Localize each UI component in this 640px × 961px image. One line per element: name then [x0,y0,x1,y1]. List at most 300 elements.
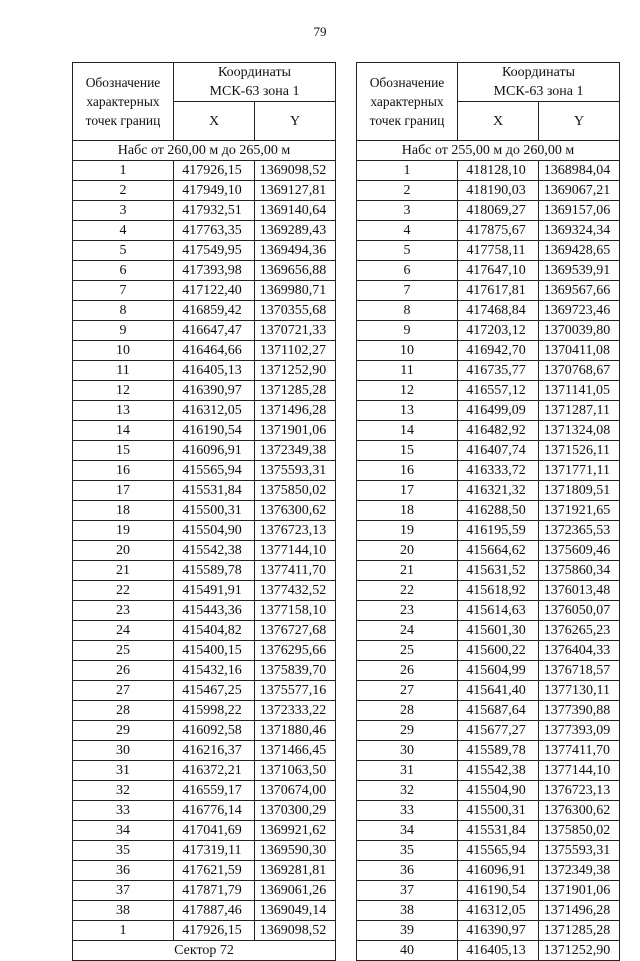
x-coordinate: 416216,37 [174,741,255,761]
y-coordinate: 1369656,88 [255,261,336,281]
x-coordinate: 416092,58 [174,721,255,741]
point-number: 25 [73,641,174,661]
y-coordinate: 1372333,22 [255,701,336,721]
y-coordinate: 1371466,45 [255,741,336,761]
x-coordinate: 415565,94 [174,461,255,481]
table-row [357,361,620,381]
x-coordinate: 415998,22 [174,701,255,721]
table-row [73,481,336,501]
y-coordinate: 1376295,66 [255,641,336,661]
point-number: 16 [357,461,458,481]
point-number: 7 [73,281,174,301]
table-row [73,661,336,681]
y-coordinate: 1369098,52 [255,161,336,181]
point-number: 2 [73,181,174,201]
x-coordinate: 415491,91 [174,581,255,601]
point-number: 1 [357,161,458,181]
point-number: 11 [357,361,458,381]
x-coordinate: 416390,97 [174,381,255,401]
point-number: 36 [73,861,174,881]
table-row [73,461,336,481]
point-number: 27 [357,681,458,701]
x-coordinate: 416096,91 [174,441,255,461]
table-row [73,521,336,541]
table-row [73,741,336,761]
x-column-header: X [458,102,539,141]
y-coordinate: 1372349,38 [539,861,620,881]
y-coordinate: 1371141,05 [539,381,620,401]
y-coordinate: 1369921,62 [255,821,336,841]
x-coordinate: 415601,30 [458,621,539,641]
y-coordinate: 1369281,81 [255,861,336,881]
y-coordinate: 1369539,91 [539,261,620,281]
y-coordinate: 1375850,02 [539,821,620,841]
x-coordinate: 416559,17 [174,781,255,801]
y-coordinate: 1376404,33 [539,641,620,661]
y-coordinate: 1371901,06 [255,421,336,441]
y-coordinate: 1376723,13 [255,521,336,541]
table-row [73,601,336,621]
y-coordinate: 1370300,29 [255,801,336,821]
table-row [73,501,336,521]
table-row [73,681,336,701]
table-row [357,881,620,901]
y-coordinate: 1371496,28 [539,901,620,921]
header-label-line: характерных [86,94,160,109]
x-coordinate: 417949,10 [174,181,255,201]
y-coordinate: 1371324,08 [539,421,620,441]
y-coordinate: 1370768,67 [539,361,620,381]
point-number: 23 [357,601,458,621]
point-number: 8 [73,301,174,321]
y-coordinate: 1369567,66 [539,281,620,301]
y-coordinate: 1375609,46 [539,541,620,561]
table-row [73,241,336,261]
points-label-header [73,63,174,141]
table-row [73,721,336,741]
y-coordinate: 1376718,57 [539,661,620,681]
y-coordinate: 1371285,28 [539,921,620,941]
coords-title-line: Координаты [218,65,291,80]
x-coordinate: 415531,84 [174,481,255,501]
table-row [357,761,620,781]
section-row [73,941,336,961]
x-coordinate: 415677,27 [458,721,539,741]
table-row [73,421,336,441]
point-number: 26 [73,661,174,681]
point-number: 37 [357,881,458,901]
point-number: 12 [357,381,458,401]
y-coordinate: 1377158,10 [255,601,336,621]
point-number: 16 [73,461,174,481]
x-coordinate: 417887,46 [174,901,255,921]
x-coordinate: 416942,70 [458,341,539,361]
x-coordinate: 416190,54 [174,421,255,441]
x-coordinate: 418128,10 [458,161,539,181]
y-coordinate: 1371252,90 [255,361,336,381]
y-coordinate: 1369098,52 [255,921,336,941]
table-row [73,781,336,801]
points-label-header [357,63,458,141]
table-row [73,221,336,241]
point-number: 3 [357,201,458,221]
point-number: 38 [357,901,458,921]
section-title: Набс от 260,00 м до 265,00 м [73,141,336,161]
table-row [357,721,620,741]
point-number: 21 [73,561,174,581]
y-coordinate: 1369980,71 [255,281,336,301]
table-row [357,401,620,421]
y-coordinate: 1377130,11 [539,681,620,701]
page-number: 79 [313,24,327,39]
table-row [357,741,620,761]
point-number: 5 [73,241,174,261]
header-label-line: Обозначение [369,75,445,90]
table-row [357,161,620,181]
point-number: 30 [73,741,174,761]
y-coordinate: 1376013,48 [539,581,620,601]
x-coordinate: 415641,40 [458,681,539,701]
coords-title-line: МСК-63 зона 1 [493,84,584,99]
table-row [357,621,620,641]
x-coordinate: 416776,14 [174,801,255,821]
point-number: 15 [73,441,174,461]
x-coordinate: 415504,90 [458,781,539,801]
table-row [357,681,620,701]
table-row [357,641,620,661]
x-coordinate: 417621,59 [174,861,255,881]
point-number: 2 [357,181,458,201]
point-number: 10 [73,341,174,361]
coords-title-line: МСК-63 зона 1 [209,84,300,99]
table-row [357,341,620,361]
x-coordinate: 417871,79 [174,881,255,901]
y-coordinate: 1371880,46 [255,721,336,741]
table-row [73,361,336,381]
table-row [73,541,336,561]
point-number: 3 [73,201,174,221]
table-row [357,281,620,301]
point-number: 25 [357,641,458,661]
x-coordinate: 417468,84 [458,301,539,321]
table-row [357,381,620,401]
table-row [73,841,336,861]
table-row [73,321,336,341]
x-coordinate: 417758,11 [458,241,539,261]
point-number: 14 [73,421,174,441]
point-number: 12 [73,381,174,401]
y-coordinate: 1369428,65 [539,241,620,261]
y-coordinate: 1369494,36 [255,241,336,261]
point-number: 1 [73,161,174,181]
x-coordinate: 416333,72 [458,461,539,481]
y-coordinate: 1370039,80 [539,321,620,341]
x-coordinate: 417041,69 [174,821,255,841]
x-coordinate: 417549,95 [174,241,255,261]
x-coordinate: 415531,84 [458,821,539,841]
table-row [357,481,620,501]
y-coordinate: 1371901,06 [539,881,620,901]
point-number: 1 [73,921,174,941]
y-coordinate: 1377144,10 [255,541,336,561]
x-coordinate: 415443,36 [174,601,255,621]
table-row [73,441,336,461]
point-number: 29 [73,721,174,741]
point-number: 11 [73,361,174,381]
y-coordinate: 1370721,33 [255,321,336,341]
table-row [73,301,336,321]
point-number: 39 [357,921,458,941]
point-number: 38 [73,901,174,921]
table-row [357,661,620,681]
x-coordinate: 415687,64 [458,701,539,721]
point-number: 34 [357,821,458,841]
x-coordinate: 415614,63 [458,601,539,621]
point-number: 13 [357,401,458,421]
point-number: 30 [357,741,458,761]
x-coordinate: 416312,05 [174,401,255,421]
point-number: 17 [73,481,174,501]
header-label-line: точек границ [369,113,445,128]
x-coordinate: 416405,13 [458,941,539,961]
y-coordinate: 1368984,04 [539,161,620,181]
x-coordinate: 416407,74 [458,441,539,461]
y-column-header: Y [255,102,336,141]
point-number: 20 [73,541,174,561]
y-coordinate: 1369049,14 [255,901,336,921]
x-coordinate: 415604,99 [458,661,539,681]
point-number: 10 [357,341,458,361]
table-row [73,581,336,601]
table-row [357,441,620,461]
coordinates-table-right [356,62,620,961]
x-coordinate: 416647,47 [174,321,255,341]
x-coordinate: 416735,77 [458,361,539,381]
x-coordinate: 416859,42 [174,301,255,321]
x-coordinate: 415432,16 [174,661,255,681]
next-section-title: Сектор 72 [73,941,336,961]
coordinates-table-left [72,62,336,961]
table-row [73,261,336,281]
y-coordinate: 1371526,11 [539,441,620,461]
point-number: 24 [357,621,458,641]
table-row [73,381,336,401]
table-row [73,761,336,781]
table-row [357,301,620,321]
x-coordinate: 416464,66 [174,341,255,361]
table-row [357,501,620,521]
table-row [357,201,620,221]
point-number: 37 [73,881,174,901]
x-coordinate: 416405,13 [174,361,255,381]
point-number: 26 [357,661,458,681]
y-coordinate: 1371809,51 [539,481,620,501]
x-coordinate: 415400,15 [174,641,255,661]
header-label-line: точек границ [85,113,161,128]
y-coordinate: 1371287,11 [539,401,620,421]
x-coordinate: 415500,31 [458,801,539,821]
point-number: 21 [357,561,458,581]
table-row [73,881,336,901]
x-coordinate: 415467,25 [174,681,255,701]
y-coordinate: 1370355,68 [255,301,336,321]
y-coordinate: 1375577,16 [255,681,336,701]
point-number: 13 [73,401,174,421]
point-number: 33 [73,801,174,821]
table-row [357,861,620,881]
x-coordinate: 416321,32 [458,481,539,501]
table-row [357,701,620,721]
table-row [357,261,620,281]
x-coordinate: 416288,50 [458,501,539,521]
point-number: 8 [357,301,458,321]
coordinates-header [458,63,620,102]
y-coordinate: 1371102,27 [255,341,336,361]
point-number: 32 [73,781,174,801]
table-row [73,861,336,881]
table-row [73,801,336,821]
table-row [73,161,336,181]
table-row [357,521,620,541]
x-column-header: X [174,102,255,141]
point-number: 35 [73,841,174,861]
y-coordinate: 1369127,81 [255,181,336,201]
y-coordinate: 1376300,62 [539,801,620,821]
x-coordinate: 417875,67 [458,221,539,241]
y-coordinate: 1371771,11 [539,461,620,481]
point-number: 19 [73,521,174,541]
y-coordinate: 1376727,68 [255,621,336,641]
table-row [357,841,620,861]
x-coordinate: 416557,12 [458,381,539,401]
x-coordinate: 417926,15 [174,921,255,941]
x-coordinate: 415500,31 [174,501,255,521]
y-coordinate: 1375593,31 [255,461,336,481]
table-row [357,221,620,241]
point-number: 29 [357,721,458,741]
y-coordinate: 1377393,09 [539,721,620,741]
header-label-line: Обозначение [85,75,161,90]
table-row [357,941,620,961]
table-row [73,821,336,841]
x-coordinate: 415589,78 [458,741,539,761]
point-number: 9 [73,321,174,341]
table-row [73,281,336,301]
table-row [357,781,620,801]
table-row [73,561,336,581]
x-coordinate: 415618,92 [458,581,539,601]
table-row [357,461,620,481]
table-row [357,821,620,841]
y-coordinate: 1376265,23 [539,621,620,641]
y-coordinate: 1369140,64 [255,201,336,221]
table-row [357,241,620,261]
point-number: 22 [357,581,458,601]
table-row [357,541,620,561]
y-coordinate: 1375839,70 [255,661,336,681]
point-number: 22 [73,581,174,601]
table-row [73,401,336,421]
y-coordinate: 1369723,46 [539,301,620,321]
point-number: 18 [73,501,174,521]
point-number: 31 [73,761,174,781]
coordinates-header [174,63,336,102]
y-coordinate: 1371921,65 [539,501,620,521]
point-number: 9 [357,321,458,341]
y-coordinate: 1371252,90 [539,941,620,961]
y-coordinate: 1369590,30 [255,841,336,861]
y-coordinate: 1369067,21 [539,181,620,201]
table-row [73,201,336,221]
table-row [73,181,336,201]
x-coordinate: 418069,27 [458,201,539,221]
x-coordinate: 417393,98 [174,261,255,281]
x-coordinate: 415565,94 [458,841,539,861]
table-row [73,921,336,941]
point-number: 23 [73,601,174,621]
y-coordinate: 1375860,34 [539,561,620,581]
x-coordinate: 416190,54 [458,881,539,901]
point-number: 4 [357,221,458,241]
y-coordinate: 1375850,02 [255,481,336,501]
point-number: 6 [73,261,174,281]
table-row [357,801,620,821]
y-coordinate: 1371285,28 [255,381,336,401]
x-coordinate: 417617,81 [458,281,539,301]
y-coordinate: 1377411,70 [255,561,336,581]
point-number: 7 [357,281,458,301]
x-coordinate: 415504,90 [174,521,255,541]
x-coordinate: 417763,35 [174,221,255,241]
table-row [73,901,336,921]
header-label-line: характерных [370,94,444,109]
x-coordinate: 415404,82 [174,621,255,641]
x-coordinate: 415542,38 [174,541,255,561]
y-coordinate: 1376050,07 [539,601,620,621]
point-number: 33 [357,801,458,821]
table-row [357,921,620,941]
x-coordinate: 417932,51 [174,201,255,221]
point-number: 35 [357,841,458,861]
x-coordinate: 415631,52 [458,561,539,581]
coords-title-line: Координаты [502,65,575,80]
table-row [357,181,620,201]
point-number: 24 [73,621,174,641]
table-row [357,561,620,581]
point-number: 27 [73,681,174,701]
y-coordinate: 1372349,38 [255,441,336,461]
x-coordinate: 415600,22 [458,641,539,661]
point-number: 4 [73,221,174,241]
table-row [357,581,620,601]
point-number: 17 [357,481,458,501]
y-coordinate: 1372365,53 [539,521,620,541]
x-coordinate: 418190,03 [458,181,539,201]
point-number: 6 [357,261,458,281]
table-row [357,321,620,341]
point-number: 20 [357,541,458,561]
y-coordinate: 1375593,31 [539,841,620,861]
x-coordinate: 416372,21 [174,761,255,781]
x-coordinate: 415589,78 [174,561,255,581]
table-row [357,901,620,921]
table-row [357,421,620,441]
point-number: 28 [357,701,458,721]
table-row [73,701,336,721]
table-row [73,641,336,661]
point-number: 14 [357,421,458,441]
point-number: 31 [357,761,458,781]
